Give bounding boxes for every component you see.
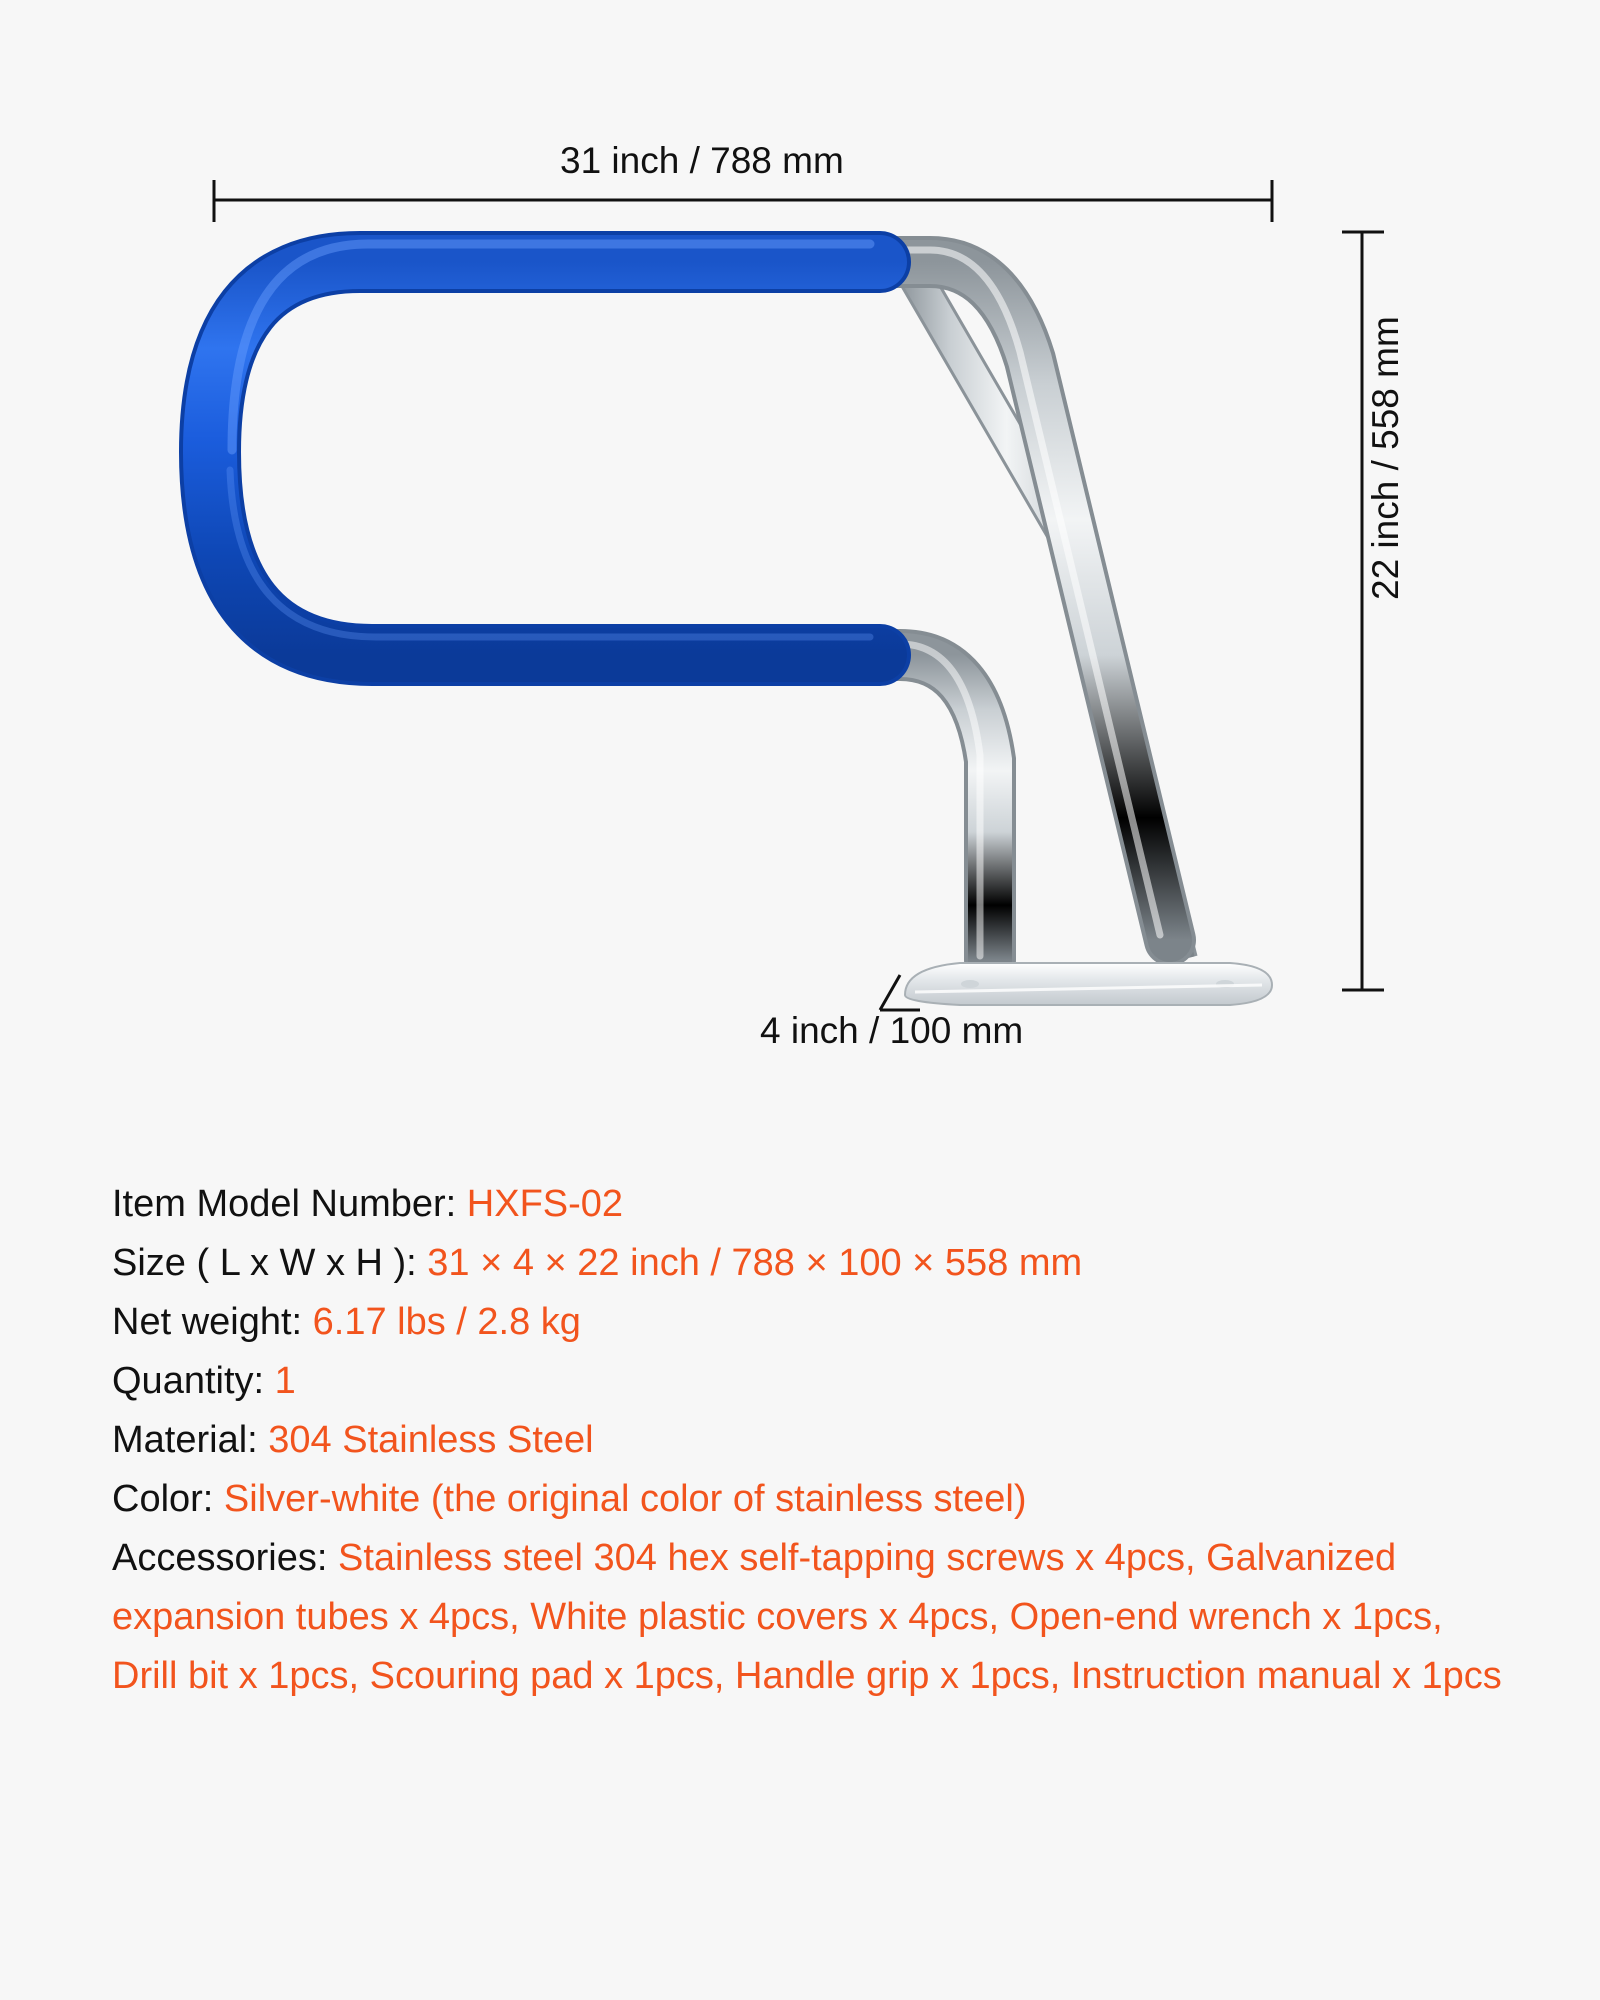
dimension-label-height: 22 inch / 558 mm [1365,316,1406,600]
spec-row-material [112,1411,1512,1470]
spec-label-color: Color: [112,1478,224,1520]
spec-row-color [112,1470,1512,1529]
spec-label-quantity: Quantity: [112,1360,275,1402]
spec-value-weight: 6.17 lbs / 2.8 kg [312,1301,581,1343]
spec-value-model: HXFS-02 [466,1183,624,1225]
spec-label-material: Material: [112,1419,269,1461]
dimension-label-length: 31 inch / 788 mm [560,140,844,181]
spec-value-size: 31 × 4 × 22 inch / 788 × 100 × 558 mm [427,1242,1083,1284]
foam-grip [210,244,880,655]
spec-value-material: 304 Stainless Steel [268,1419,594,1461]
spec-label-weight: Net weight: [112,1301,313,1343]
spec-value-color: Silver-white (the original color of stainless steel) [223,1478,1027,1520]
base-plate [905,963,1272,1005]
spec-label-model: Item Model Number: [112,1183,467,1225]
spec-row-model [112,1175,1512,1234]
spec-row-weight [112,1293,1512,1352]
spec-value-quantity: 1 [274,1360,296,1402]
spec-row-accessories [112,1529,1512,1706]
spec-row-quantity [112,1352,1512,1411]
spec-value-accessories: Stainless steel 304 hex self-tapping screws x 4pcs, Galvanized expansion tubes x 4pcs, White plastic covers x 4pcs, Open-end wrench x 1pcs, Drill bit x 1pcs, Scouring pad x 1pcs, Handle grip x 1pcs, Instruction manual x 1pcs [112,1537,1502,1697]
dimension-label-depth: 4 inch / 100 mm [760,1010,1024,1051]
spec-label-size: Size ( L x W x H ): [112,1242,428,1284]
specification-list [112,1175,1512,1706]
spec-row-size [112,1234,1512,1293]
spec-label-accessories: Accessories: [112,1537,338,1579]
lower-steel-elbow [840,644,990,960]
dimension-line-length [214,180,1272,222]
